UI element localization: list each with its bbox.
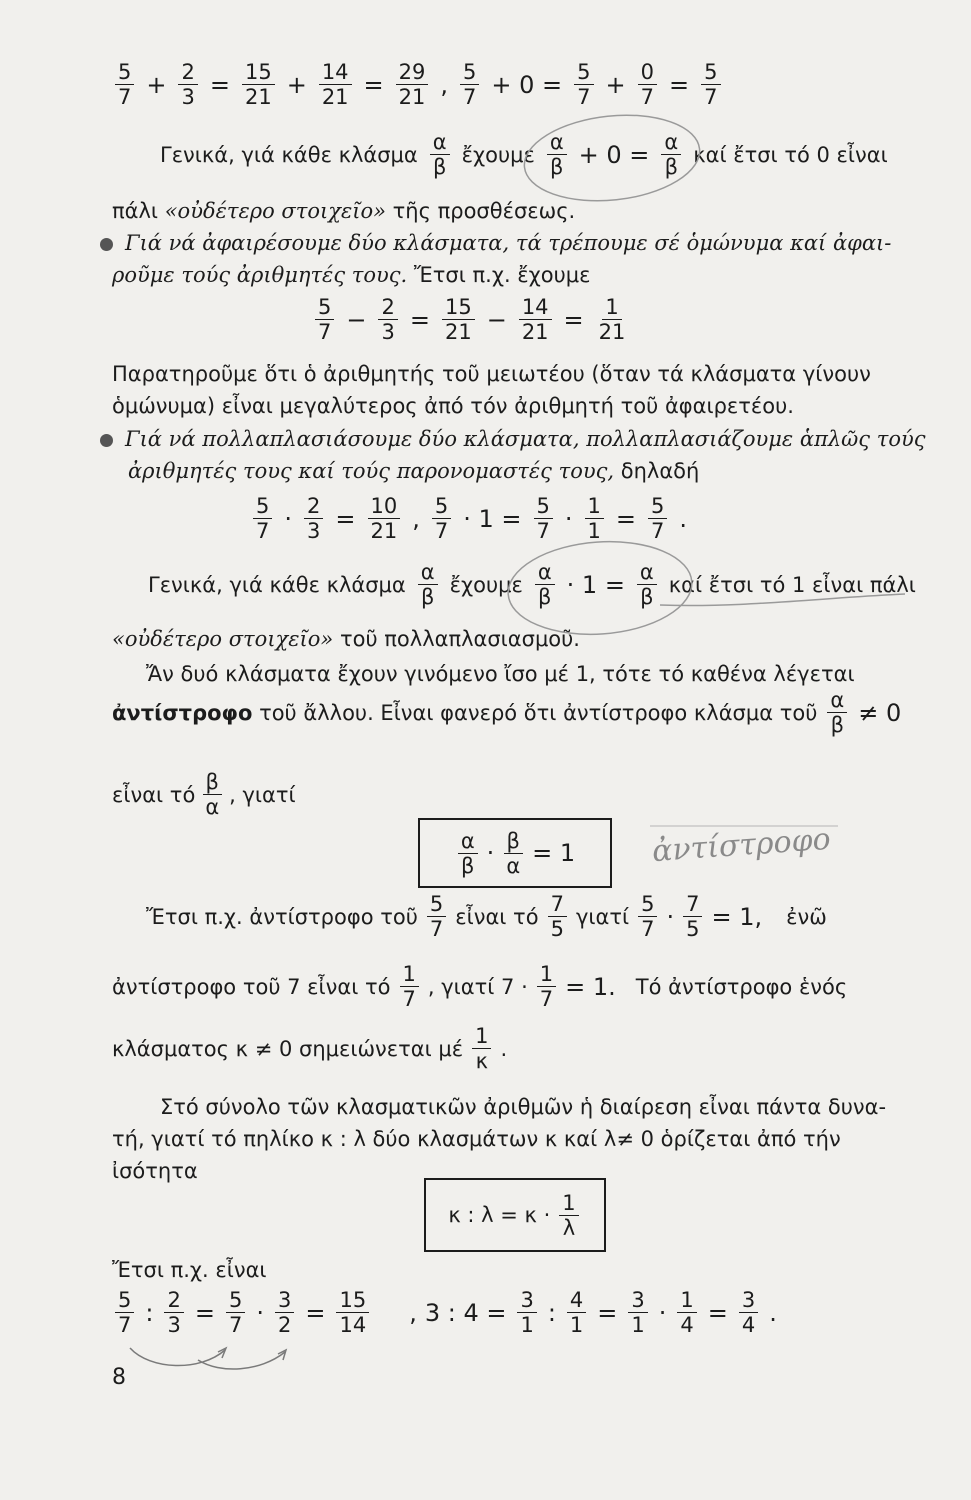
division-formula-box — [424, 1178, 606, 1252]
fraction: $\frac{0}{7}$ — [638, 60, 657, 109]
text: τοῦ ἄλλου. Εἶναι φανερό ὅτι ἀντίστροφο κλάσμα τοῦ — [252, 700, 818, 725]
operator: = — [335, 504, 356, 533]
subtraction-rule-2 — [112, 261, 591, 289]
fraction: $\frac{29}{21}$ — [396, 60, 429, 109]
fraction: $\frac{15}{21}$ — [442, 295, 475, 344]
neutral-element-term: «οὐδέτερο στοιχεῖο» — [112, 627, 334, 651]
fraction-1-7: $\frac{1}{7}$ — [400, 962, 419, 1011]
operator: . — [679, 504, 688, 533]
fraction-5-7: $\frac{5}{7}$ — [427, 892, 446, 941]
fraction-alpha-beta: $\frac{\alpha}{\beta}$ — [827, 688, 847, 737]
operator: . — [769, 1298, 777, 1327]
fraction: $\frac{5}{7}$ — [253, 494, 272, 543]
identity-suffix: καί ἔτσι τό 1 εἶναι πάλι — [668, 572, 916, 597]
identity-prefix: Γενικά, γιά κάθε κλάσμα — [160, 142, 418, 167]
fraction: $\frac{2}{3}$ — [178, 60, 197, 109]
operator: = — [363, 70, 384, 99]
fraction: $\frac{5}{7}$ — [460, 60, 479, 109]
text: ροῦμε τούς ἀριθμητές τους. — [112, 263, 408, 287]
division-example-intro: Ἔτσι π.χ. εἶναι — [112, 1258, 267, 1282]
fraction-7-5: $\frac{7}{5}$ — [548, 892, 567, 941]
reciprocal-definition-3 — [112, 770, 296, 819]
fraction: $\frac{10}{21}$ — [368, 494, 401, 543]
reciprocal-example-1: Ἔτσι π.χ. ἀντίστροφο τοῦ $\frac{5}{7}$ εἶναι τό $\frac{7}{5}$ γιατί $\frac{5}{7}$ · $\frac{7}{5}$ = 1, ἐνῶ — [146, 892, 827, 941]
fraction-alpha-beta: $\frac{\alpha}{\beta}$ — [430, 130, 450, 179]
operator: + 0 = — [491, 70, 563, 99]
text: Γιά νά πολλαπλασιάσουμε δύο κλάσματα, πολλαπλασιάζουμε ἁπλῶς τούς — [125, 427, 926, 451]
bullet-icon — [100, 434, 113, 447]
fraction: $\frac{14}{21}$ — [519, 295, 552, 344]
addition-identity — [160, 130, 888, 179]
operator: + — [146, 70, 167, 99]
operator: = — [209, 70, 230, 99]
identity-prefix: Γενικά, γιά κάθε κλάσμα — [148, 572, 406, 597]
fraction-beta-alpha: $\frac{\beta}{\alpha}$ — [202, 770, 222, 819]
neutral-addition-line — [112, 197, 575, 225]
fraction: $\frac{3}{2}$ — [275, 1288, 294, 1337]
bullet-icon — [100, 238, 113, 251]
text: κλάσματος κ ≠ 0 σημειώνεται μέ — [112, 1036, 464, 1061]
reciprocal-formula-box: $\frac{\alpha}{\beta}$ · $\frac{\beta}{\alpha}$ = 1 — [418, 818, 612, 888]
text: = 1, — [711, 902, 763, 931]
text: Ἔτσι π.χ. ἀντίστροφο τοῦ — [146, 904, 418, 929]
fraction: $\frac{5}{7}$ — [574, 60, 593, 109]
fraction-alpha-beta: $\frac{\alpha}{\beta}$ — [458, 829, 478, 878]
fraction: $\frac{15}{21}$ — [242, 60, 275, 109]
operator: = — [563, 305, 584, 334]
subtraction-example — [312, 295, 631, 344]
operator: · 1 = — [463, 504, 522, 533]
multiplication-identity — [148, 560, 916, 609]
multiplication-example — [250, 494, 687, 543]
operator: , — [440, 70, 449, 99]
fraction: $\frac{5}{7}$ — [115, 60, 134, 109]
text: ἐνῶ — [786, 904, 827, 929]
operator: : — [547, 1298, 556, 1327]
fraction-alpha-beta: $\frac{\alpha}{\beta}$ — [547, 130, 567, 179]
fraction-alpha-beta: $\frac{\alpha}{\beta}$ — [637, 560, 657, 609]
fraction: $\frac{3}{4}$ — [739, 1288, 758, 1337]
operator: − — [486, 305, 507, 334]
operator: = — [669, 70, 690, 99]
observation-line-1: Παρατηροῦμε ὅτι ὁ ἀριθμητής τοῦ μειωτέου (ὅταν τά κλάσματα γίνουν — [112, 362, 871, 386]
neutral-element-term: «οὐδέτερο στοιχεῖο» — [164, 199, 386, 223]
operator: + — [286, 70, 307, 99]
fraction: $\frac{5}{7}$ — [534, 494, 553, 543]
operator: = — [597, 1298, 618, 1327]
operator: · — [658, 1298, 667, 1327]
division-line-1: Στό σύνολο τῶν κλασματικῶν ἀριθμῶν ἡ διαίρεση εἶναι πάντα δυνα- — [160, 1095, 887, 1119]
operator: · — [564, 504, 573, 533]
fraction-1-7: $\frac{1}{7}$ — [537, 962, 556, 1011]
fraction: $\frac{5}{7}$ — [115, 1288, 134, 1337]
text: Ἔτσι π.χ. ἔχουμε — [407, 263, 591, 287]
fraction: $\frac{2}{3}$ — [304, 494, 323, 543]
text: , γιατί — [229, 782, 296, 807]
text: ἀντίστροφο τοῦ 7 εἶναι τό — [112, 974, 391, 999]
operator: + — [605, 70, 626, 99]
text: δηλαδή — [614, 459, 700, 483]
fraction-beta-alpha: $\frac{\beta}{\alpha}$ — [503, 829, 523, 878]
fraction: $\frac{3}{1}$ — [517, 1288, 536, 1337]
operator: · — [256, 1298, 264, 1327]
fraction: $\frac{3}{1}$ — [628, 1288, 647, 1337]
fraction-5-7: $\frac{5}{7}$ — [638, 892, 657, 941]
text: κ : λ = κ · — [448, 1203, 551, 1227]
text: Τό ἀντίστροφο ἑνός — [635, 974, 848, 999]
text: , γιατί 7 · — [427, 974, 528, 999]
subtraction-rule-1 — [100, 229, 891, 257]
fraction-7-5: $\frac{7}{5}$ — [683, 892, 702, 941]
operator: = — [707, 1298, 728, 1327]
text: γιατί — [575, 904, 630, 929]
not-equal-zero: ≠ 0 — [858, 698, 902, 727]
text: = 1. — [565, 972, 616, 1001]
times-one: · 1 = — [566, 570, 625, 599]
text: τοῦ πολλαπλασιασμοῦ. — [333, 627, 580, 651]
text: τῆς προσθέσεως. — [385, 199, 576, 223]
reciprocal-example-3 — [112, 1024, 507, 1073]
page-number: 8 — [112, 1365, 126, 1390]
reciprocal-example-2 — [112, 962, 847, 1011]
fraction: $\frac{15}{14}$ — [336, 1288, 369, 1337]
reciprocal-term: ἀντίστροφο — [112, 700, 253, 725]
operator: = — [409, 305, 430, 334]
operator: = — [305, 1298, 326, 1327]
identity-mid: ἔχουμε — [461, 142, 535, 167]
fraction-1-kappa: $\frac{1}{\kappa}$ — [472, 1024, 491, 1073]
identity-suffix: καί ἔτσι τό 0 εἶναι — [693, 142, 888, 167]
fraction: $\frac{5}{7}$ — [701, 60, 720, 109]
fraction: $\frac{2}{3}$ — [378, 295, 397, 344]
fraction: $\frac{5}{7}$ — [226, 1288, 245, 1337]
addition-example — [112, 60, 724, 109]
fraction-alpha-beta: $\frac{\alpha}{\beta}$ — [535, 560, 555, 609]
operator: , — [412, 504, 420, 533]
text: πάλι — [112, 199, 165, 223]
plus-zero: + 0 = — [578, 140, 650, 169]
division-line-3: ἰσότητα — [112, 1159, 198, 1183]
fraction: $\frac{5}{7}$ — [432, 494, 451, 543]
reciprocal-definition-1: Ἄν δυό κλάσματα ἔχουν γινόμενο ἴσο μέ 1, τότε τό καθένα λέγεται — [146, 662, 855, 686]
text: ἀριθμητές τους καί τούς παρονομαστές τους, — [128, 459, 615, 483]
fraction: $\frac{1}{4}$ — [677, 1288, 696, 1337]
operator: : — [145, 1298, 154, 1327]
fraction: $\frac{1}{21}$ — [598, 295, 626, 344]
operator: · — [284, 504, 293, 533]
fraction-1-lambda: $\frac{1}{\lambda}$ — [559, 1191, 578, 1240]
fraction: $\frac{1}{1}$ — [585, 494, 604, 543]
operator: = — [194, 1298, 215, 1327]
text: εἶναι τό — [112, 782, 196, 807]
text: . — [500, 1036, 508, 1061]
fraction: $\frac{5}{7}$ — [648, 494, 667, 543]
operator: , — [409, 1298, 417, 1327]
fraction: $\frac{2}{3}$ — [164, 1288, 183, 1337]
text: Γιά νά ἀφαιρέσουμε δύο κλάσματα, τά τρέπουμε σέ ὁμώνυμα καί ἀφαι- — [125, 231, 892, 255]
fraction: $\frac{4}{1}$ — [567, 1288, 586, 1337]
fraction: $\frac{14}{21}$ — [319, 60, 352, 109]
operator: 3 : 4 = — [424, 1298, 507, 1327]
handwritten-note: ἀντίστροφο — [650, 821, 832, 870]
division-example — [112, 1288, 777, 1337]
text: εἶναι τό — [455, 904, 539, 929]
observation-line-2: ὁμώνυμα) εἶναι μεγαλύτερος ἀπό τόν ἀριθμητή τοῦ ἀφαιρετέου. — [112, 394, 794, 418]
operator: − — [346, 305, 367, 334]
fraction-alpha-beta: $\frac{\alpha}{\beta}$ — [418, 560, 438, 609]
operator: = — [615, 504, 637, 533]
division-line-2: τή, γιατί τό πηλίκο κ : λ δύο κλασμάτων κ καί λ≠ 0 ὁρίζεται ἀπό τήν — [112, 1127, 841, 1151]
identity-mid: ἔχουμε — [449, 572, 523, 597]
multiplication-rule-2 — [128, 457, 699, 485]
multiplication-rule-1 — [100, 425, 926, 453]
neutral-multiplication-line — [112, 625, 580, 653]
reciprocal-definition-2 — [112, 688, 901, 737]
equals-one: = 1 — [532, 839, 576, 867]
fraction-alpha-beta: $\frac{\alpha}{\beta}$ — [661, 130, 681, 179]
fraction: $\frac{5}{7}$ — [315, 295, 334, 344]
